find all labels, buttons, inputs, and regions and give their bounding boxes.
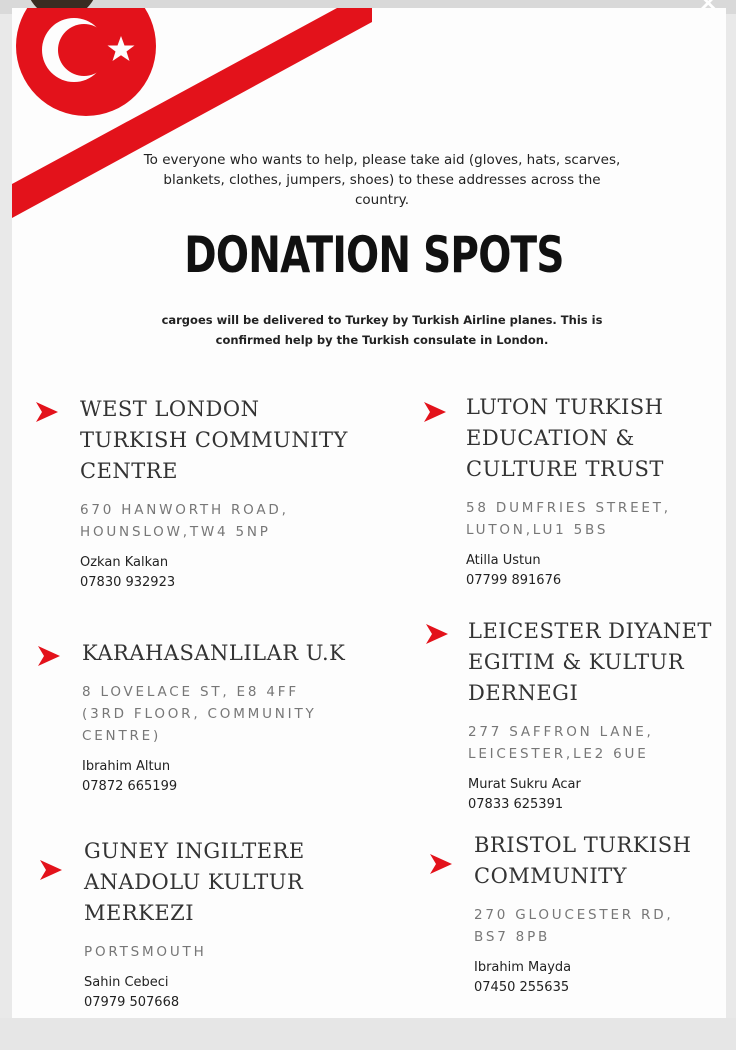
spot-address: 58 DUMFRIES STREET, LUTON,LU1 5BS: [466, 500, 671, 538]
spot-phone: 07979 507668: [84, 995, 180, 1010]
spot-phone: 07450 255635: [474, 980, 570, 995]
delivery-note: cargoes will be delivered to Turkey by Turkish Airline planes. This is confirmed help by the Turkish consulate in London.: [161, 313, 603, 347]
donation-spot-leicester: [468, 616, 726, 815]
spot-address: 277 SAFFRON LANE, LEICESTER,LE2 6UE: [468, 724, 654, 762]
spot-address: 670 HANWORTH ROAD, HOUNSLOW,TW4 5NP: [80, 502, 289, 540]
spot-contact: Murat Sukru Acar: [468, 777, 581, 792]
spot-name: KARAHASANLILAR U.K: [82, 641, 346, 665]
spot-address: PORTSMOUTH: [84, 944, 207, 960]
poster: [12, 8, 726, 1018]
spot-phone: 07872 665199: [82, 779, 178, 794]
chevron-right-icon: [40, 860, 62, 880]
spot-name: LUTON TURKISH EDUCATION & CULTURE TRUST: [466, 395, 664, 481]
spot-phone: 07833 625391: [468, 797, 564, 812]
chevron-right-icon: [426, 624, 448, 644]
page-title: DONATION SPOTS: [184, 226, 564, 284]
spot-name: WEST LONDON TURKISH COMMUNITY CENTRE: [80, 397, 348, 483]
spot-name: GUNEY INGILTERE ANADOLU KULTUR MERKEZI: [84, 839, 305, 925]
spot-name: LEICESTER DIYANET EGITIM & KULTUR DERNEGI: [468, 619, 712, 705]
spot-address: 8 LOVELACE ST, E8 4FF (3RD FLOOR, COMMUNITY CENTRE): [82, 684, 317, 744]
spot-contact: Ibrahim Mayda: [474, 960, 572, 975]
chevron-right-icon: [424, 402, 446, 422]
bottom-band: [0, 1018, 736, 1050]
chevron-right-icon: [430, 854, 452, 874]
turkish-flag-icon: [16, 8, 156, 116]
donation-spot-bristol: [474, 830, 726, 998]
spot-contact: Ibrahim Altun: [82, 759, 171, 774]
intro-text: To everyone who wants to help, please take aid (gloves, hats, scarves, blankets, clothes, jumpers, shoes) to these addresses across the country.: [143, 152, 621, 208]
spot-contact: Ozkan Kalkan: [80, 555, 169, 570]
donation-spot-portsmouth: [84, 836, 404, 1013]
donation-spot-karahasanlilar: [82, 638, 402, 797]
spot-contact: Atilla Ustun: [466, 553, 541, 568]
donation-spot-luton: [466, 392, 726, 591]
donation-spot-west-london: [80, 394, 400, 593]
chevron-right-icon: [36, 402, 58, 422]
spot-phone: 07799 891676: [466, 573, 562, 588]
spot-address: 270 GLOUCESTER RD, BS7 8PB: [474, 907, 674, 945]
chevron-right-icon: [38, 646, 60, 666]
spot-phone: 07830 932923: [80, 575, 176, 590]
spot-name: BRISTOL TURKISH COMMUNITY: [474, 833, 692, 888]
spot-contact: Sahin Cebeci: [84, 975, 169, 990]
